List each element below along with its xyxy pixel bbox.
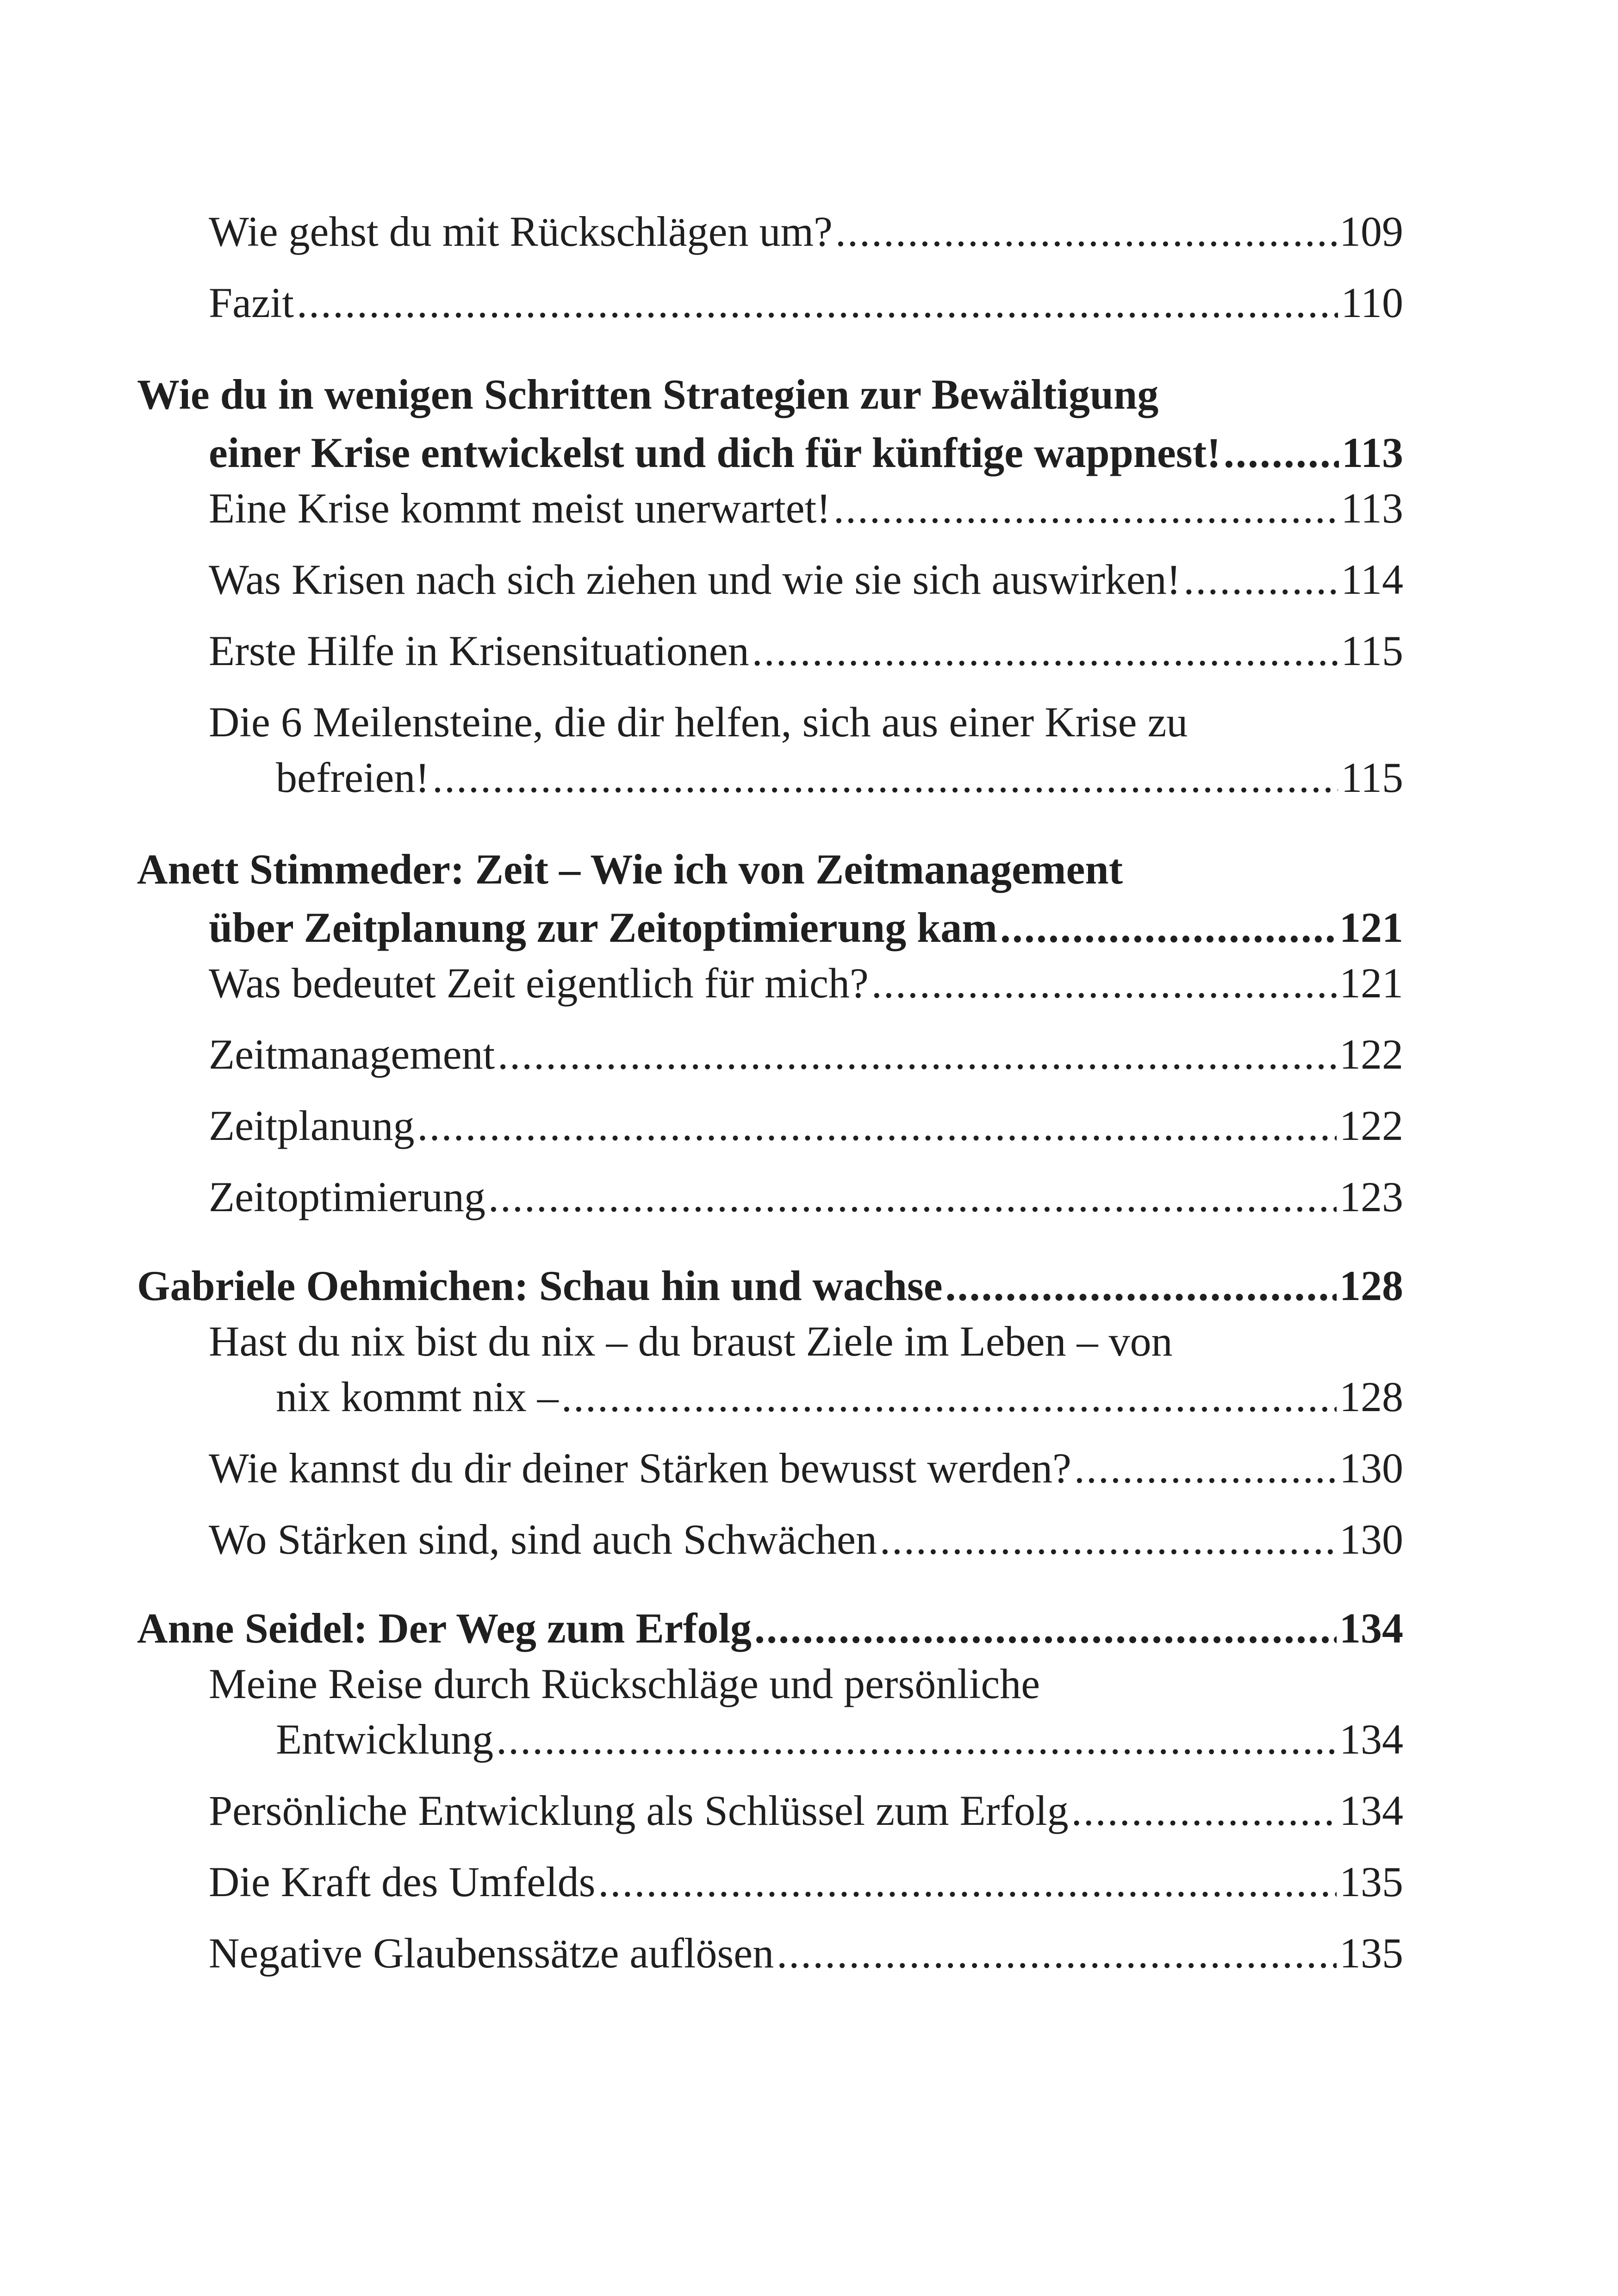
toc-entry-title: einer Krise entwickelst und dich für künftige wappnest! bbox=[209, 429, 1221, 476]
toc-page-number: 114 bbox=[1341, 556, 1403, 603]
toc-section-entry bbox=[137, 1027, 1403, 1082]
dot-leader bbox=[1071, 1783, 1337, 1838]
toc-entry-title-line: Anett Stimmeder: Zeit – Wie ich von Zeitmanagement bbox=[137, 846, 1123, 893]
toc-section-entry bbox=[137, 552, 1403, 607]
toc-section-entry bbox=[137, 1169, 1403, 1225]
toc-entry-row bbox=[137, 900, 1403, 955]
toc-entry-title-line: Hast du nix bist du nix – du braust Ziele im Leben – von bbox=[209, 1318, 1173, 1365]
dot-leader bbox=[488, 1169, 1337, 1225]
dot-leader bbox=[752, 623, 1338, 678]
toc-entry-row bbox=[137, 480, 1403, 536]
toc-entry-row bbox=[137, 1258, 1403, 1313]
toc-entry-title: Wie kannst du dir deiner Stärken bewusst werden? bbox=[209, 1444, 1071, 1492]
dot-leader bbox=[1000, 900, 1337, 955]
dot-leader bbox=[496, 1711, 1337, 1767]
toc-section-entry bbox=[137, 1854, 1403, 1910]
toc-page-number: 128 bbox=[1339, 1373, 1403, 1420]
toc-entry-title: nix kommt nix – bbox=[276, 1373, 559, 1420]
toc-entry-title: Gabriele Oehmichen: Schau hin und wachse bbox=[137, 1262, 943, 1309]
toc-entry-title: Wie gehst du mit Rückschlägen um? bbox=[209, 208, 833, 255]
dot-leader bbox=[297, 275, 1338, 330]
dot-leader bbox=[754, 1600, 1337, 1656]
toc-entry-row bbox=[137, 552, 1403, 607]
toc-entry-title: Was Krisen nach sich ziehen und wie sie sich auswirken! bbox=[209, 556, 1181, 603]
toc-entry-row bbox=[137, 204, 1403, 259]
toc-section-entry bbox=[137, 275, 1403, 330]
toc-entry-title: über Zeitplanung zur Zeitoptimierung kam bbox=[209, 904, 997, 951]
dot-leader bbox=[1074, 1440, 1337, 1496]
toc-entry-row bbox=[137, 1925, 1403, 1981]
dot-leader bbox=[1183, 552, 1338, 607]
toc-chapter-entry bbox=[137, 839, 1403, 955]
toc-page-number: 121 bbox=[1339, 904, 1403, 951]
toc-entry-title: Wo Stärken sind, sind auch Schwächen bbox=[209, 1516, 877, 1563]
toc-entry-row bbox=[137, 1783, 1403, 1838]
toc-entry-title: Entwicklung bbox=[276, 1716, 494, 1763]
dot-leader bbox=[498, 1027, 1337, 1082]
toc-chapter-entry bbox=[137, 1600, 1403, 1656]
toc-entry-title: Zeitplanung bbox=[209, 1102, 415, 1149]
toc-section-entry bbox=[137, 955, 1403, 1011]
toc-page-number: 130 bbox=[1339, 1444, 1403, 1492]
dot-leader bbox=[880, 1512, 1337, 1567]
toc-entry-title: befreien! bbox=[276, 754, 429, 801]
toc-page-number: 134 bbox=[1339, 1716, 1403, 1763]
toc-entry-row bbox=[137, 275, 1403, 330]
dot-leader bbox=[871, 955, 1337, 1011]
dot-leader bbox=[432, 750, 1338, 805]
toc-page-number: 128 bbox=[1339, 1262, 1403, 1309]
toc-entry-title: Zeitoptimierung bbox=[209, 1173, 485, 1220]
toc-section-entry bbox=[137, 1440, 1403, 1496]
toc-page-number: 135 bbox=[1339, 1929, 1403, 1977]
toc-entry-row bbox=[137, 1440, 1403, 1496]
toc-entry-row bbox=[137, 623, 1403, 678]
toc-chapter-entry bbox=[137, 1258, 1403, 1313]
toc-entry-title-line: Die 6 Meilensteine, die dir helfen, sich aus einer Krise zu bbox=[209, 698, 1188, 746]
toc-entry-row bbox=[137, 1854, 1403, 1910]
toc-entry-title: Was bedeutet Zeit eigentlich für mich? bbox=[209, 959, 869, 1007]
toc-entry-row bbox=[137, 1098, 1403, 1153]
dot-leader bbox=[561, 1369, 1337, 1425]
toc-entry-title: Eine Krise kommt meist unerwartet! bbox=[209, 485, 831, 532]
toc-entry-title: Fazit bbox=[209, 279, 294, 326]
toc-entry-title-line: Meine Reise durch Rückschläge und persönliche bbox=[209, 1660, 1040, 1707]
toc-section-entry bbox=[137, 694, 1403, 805]
toc-page-number: 110 bbox=[1341, 279, 1403, 326]
toc-page-number: 115 bbox=[1341, 627, 1403, 674]
toc-section-entry bbox=[137, 480, 1403, 536]
toc-entry-row bbox=[137, 1512, 1403, 1567]
toc-page-number: 115 bbox=[1341, 754, 1403, 801]
toc-section-entry bbox=[137, 1512, 1403, 1567]
toc-entry-row bbox=[137, 1711, 1403, 1767]
toc-entry-row bbox=[137, 750, 1403, 805]
toc-entry-row bbox=[137, 1027, 1403, 1082]
dot-leader bbox=[598, 1854, 1337, 1910]
toc-entry-row bbox=[137, 1600, 1403, 1656]
dot-leader bbox=[777, 1925, 1337, 1981]
toc-page-number: 113 bbox=[1342, 429, 1403, 476]
dot-leader bbox=[835, 204, 1337, 259]
toc-page-number: 122 bbox=[1339, 1031, 1403, 1078]
toc-entry-row bbox=[137, 1369, 1403, 1425]
toc-entry-title: Negative Glaubenssätze auflösen bbox=[209, 1929, 774, 1977]
toc-entry-title: Zeitmanagement bbox=[209, 1031, 495, 1078]
toc-section-entry bbox=[137, 204, 1403, 259]
toc-section-entry bbox=[137, 623, 1403, 678]
toc-page-number: 134 bbox=[1339, 1787, 1403, 1834]
toc-page-number: 113 bbox=[1341, 485, 1403, 532]
toc-entry-row bbox=[137, 425, 1403, 480]
toc-entry-title-line: Wie du in wenigen Schritten Strategien zur Bewältigung bbox=[137, 371, 1159, 418]
toc-entry-title: Erste Hilfe in Krisensituationen bbox=[209, 627, 749, 674]
toc-section-entry bbox=[137, 1656, 1403, 1767]
toc-entry-title: Anne Seidel: Der Weg zum Erfolg bbox=[137, 1605, 752, 1652]
toc-section-entry bbox=[137, 1313, 1403, 1425]
toc-entry-title: Die Kraft des Umfelds bbox=[209, 1858, 596, 1905]
toc-entry-row bbox=[137, 1169, 1403, 1225]
toc-page-number: 134 bbox=[1339, 1605, 1403, 1652]
toc-section-entry bbox=[137, 1783, 1403, 1838]
toc-entry-title: Persönliche Entwicklung als Schlüssel zum Erfolg bbox=[209, 1787, 1069, 1834]
dot-leader bbox=[834, 480, 1338, 536]
dot-leader bbox=[417, 1098, 1337, 1153]
table-of-contents bbox=[137, 204, 1403, 1997]
toc-section-entry bbox=[137, 1098, 1403, 1153]
dot-leader bbox=[946, 1258, 1337, 1313]
dot-leader bbox=[1224, 425, 1339, 480]
toc-page-number: 121 bbox=[1339, 959, 1403, 1007]
toc-page-number: 109 bbox=[1339, 208, 1403, 255]
toc-entry-row bbox=[137, 955, 1403, 1011]
toc-page-number: 130 bbox=[1339, 1516, 1403, 1563]
toc-page-number: 122 bbox=[1339, 1102, 1403, 1149]
toc-page-number: 135 bbox=[1339, 1858, 1403, 1905]
toc-chapter-entry bbox=[137, 364, 1403, 480]
toc-page-number: 123 bbox=[1339, 1173, 1403, 1220]
toc-section-entry bbox=[137, 1925, 1403, 1981]
